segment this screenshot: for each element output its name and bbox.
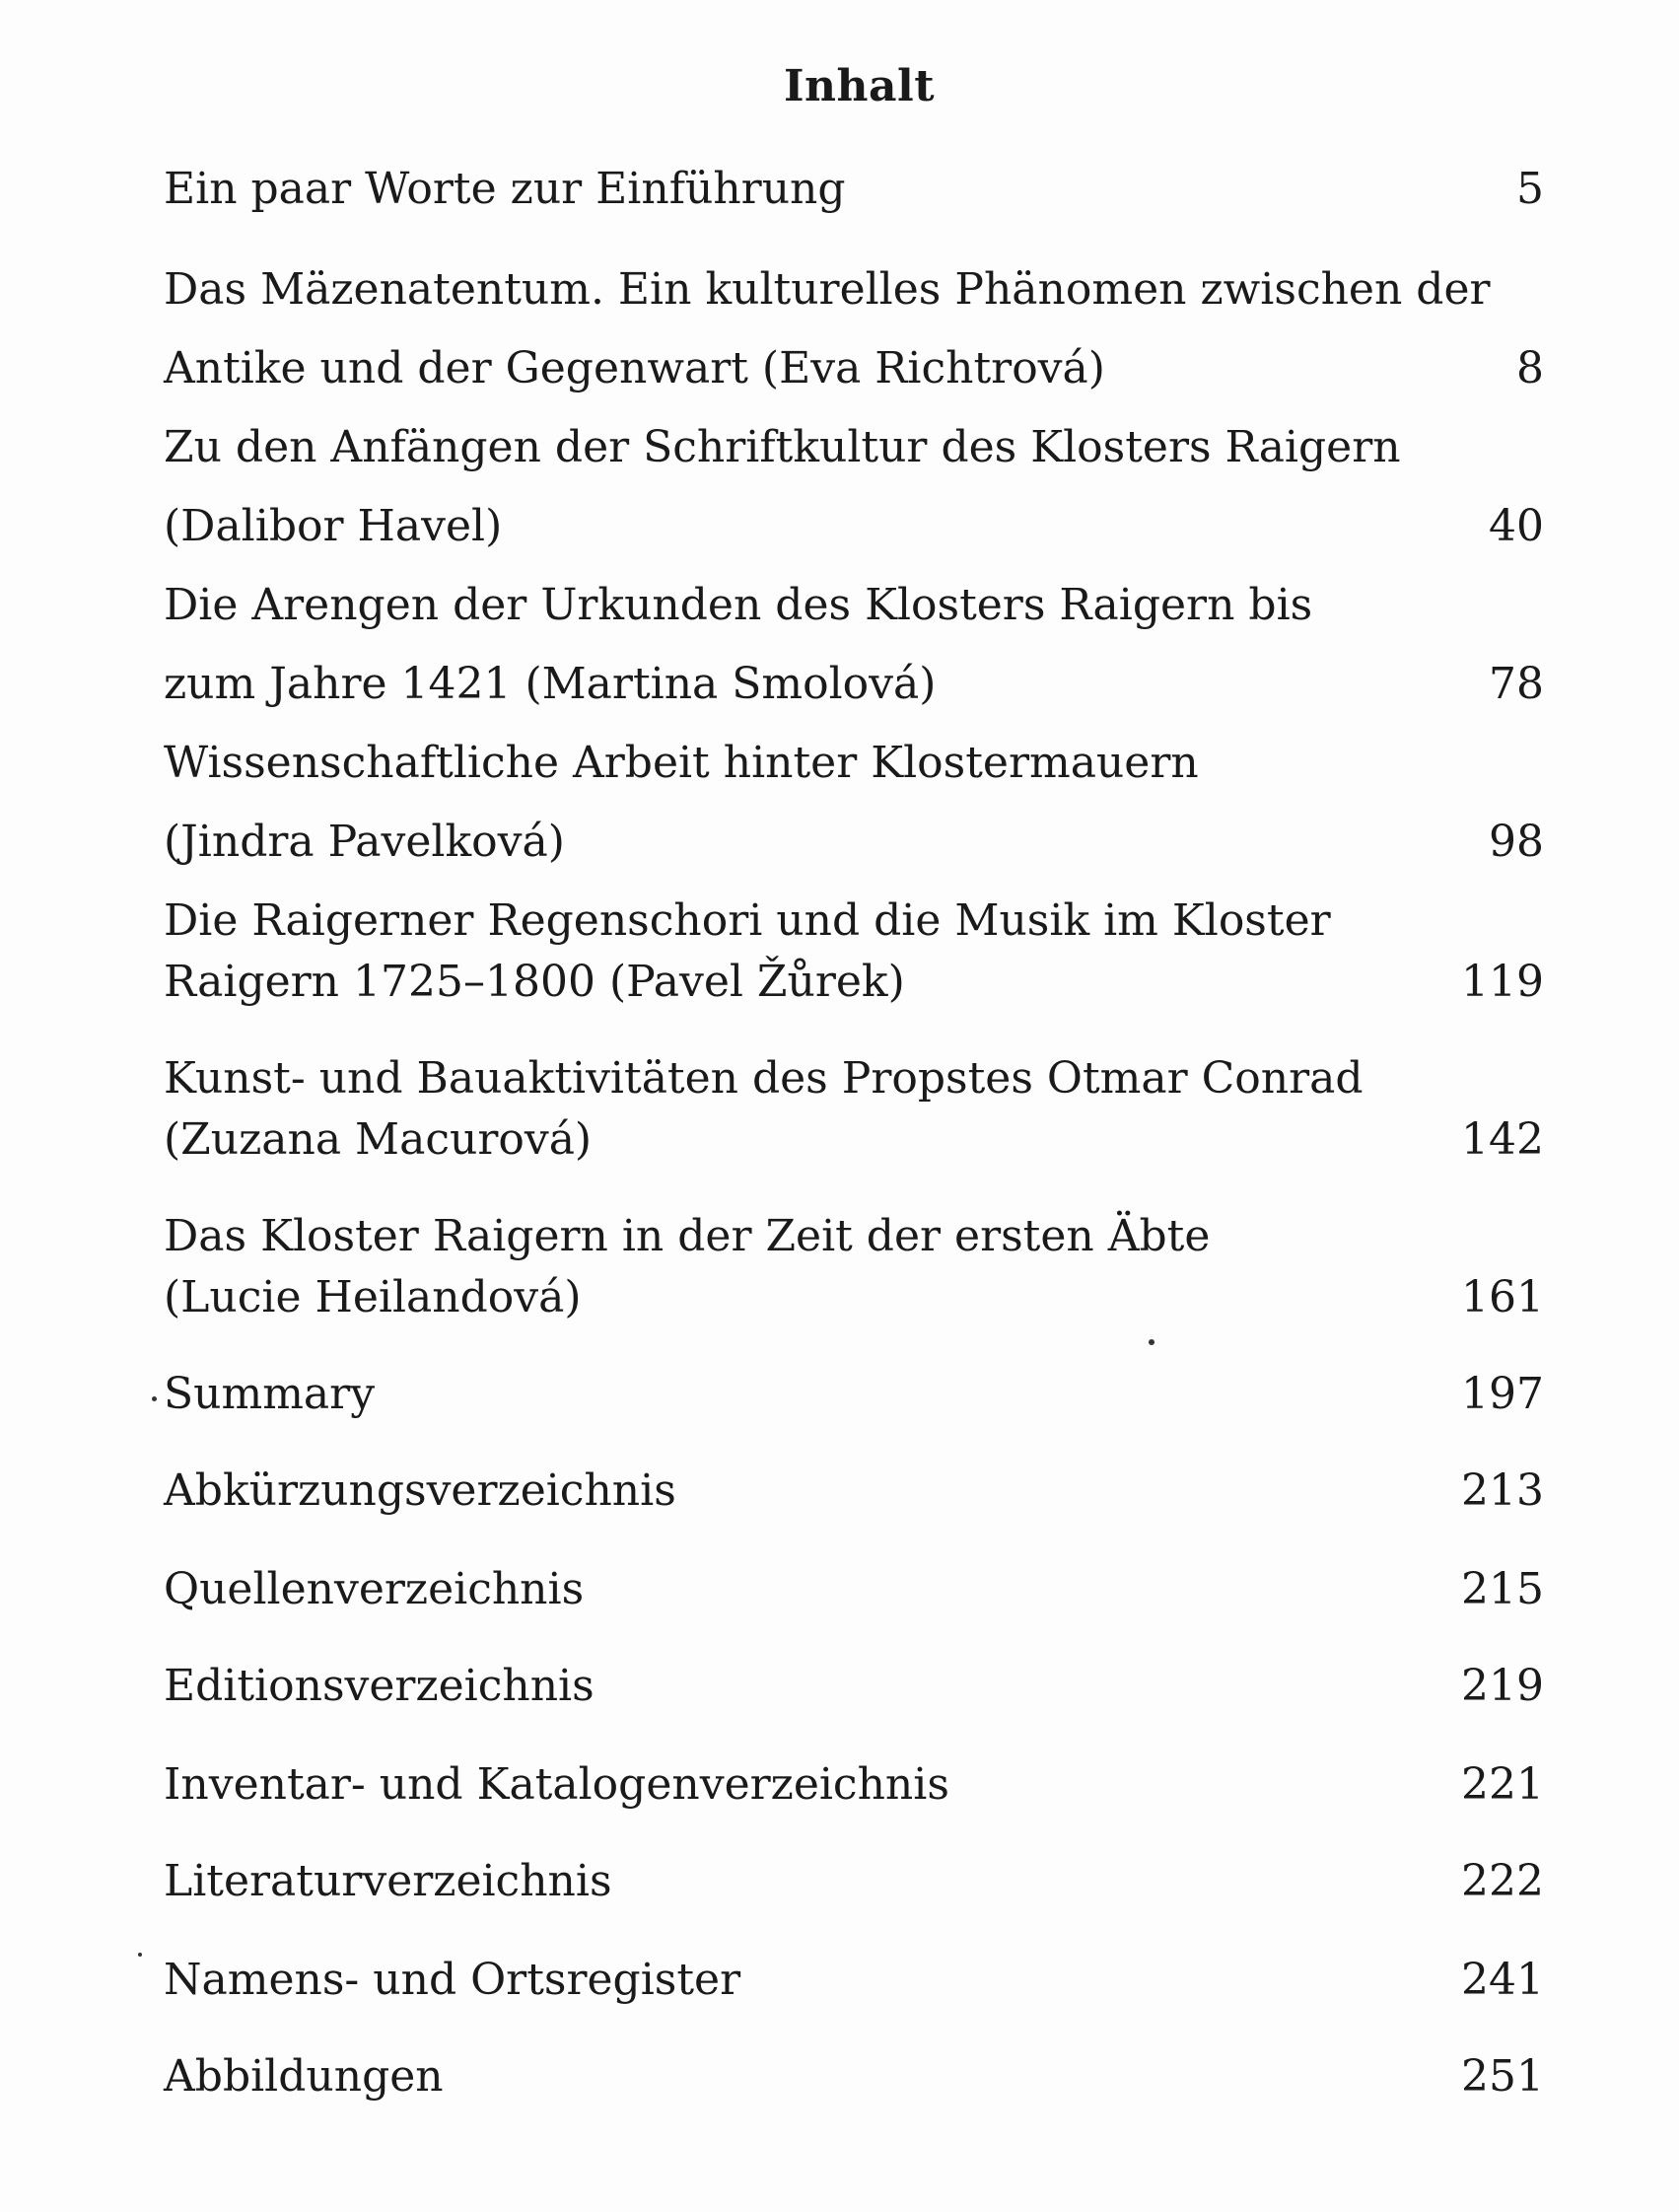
toc-entry-text: Die Raigerner Regenschori und die Musik im Kloster	[164, 895, 1331, 946]
speck-mark	[152, 1396, 157, 1401]
toc-entry-text: Editionsverzeichnis	[164, 1661, 595, 1711]
toc-entry-text: Literaturverzeichnis	[164, 1856, 612, 1906]
toc-entry-text: (Zuzana Macurová)	[164, 1114, 593, 1165]
toc-entry-text: Quellenverzeichnis	[164, 1564, 585, 1614]
toc-page-number: 78	[1489, 659, 1544, 709]
toc-entry-text: Das Kloster Raigern in der Zeit der ersten Äbte	[164, 1211, 1211, 1261]
toc-entry-text: (Lucie Heilandová)	[164, 1272, 582, 1322]
toc-entry-text: Wissenschaftliche Arbeit hinter Klostermauern	[164, 738, 1199, 788]
speck-mark	[1149, 1339, 1154, 1345]
toc-page-number: 222	[1461, 1856, 1544, 1906]
toc-entry-text: Das Mäzenatentum. Ein kulturelles Phänomen zwischen der	[164, 264, 1491, 315]
toc-entry-text: Die Arengen der Urkunden des Klosters Raigern bis	[164, 580, 1313, 630]
toc-page-number: 197	[1461, 1369, 1544, 1419]
toc-page-number: 251	[1461, 2051, 1544, 2102]
toc-page-number: 98	[1489, 817, 1544, 867]
toc-entry-text: Namens- und Ortsregister	[164, 1955, 741, 2005]
toc-page-number: 241	[1461, 1955, 1544, 2005]
toc-entry-text: (Dalibor Havel)	[164, 501, 503, 551]
speck-mark	[138, 1953, 142, 1957]
toc-entry-text: Raigern 1725–1800 (Pavel Žůrek)	[164, 957, 905, 1007]
toc-page-number: 161	[1461, 1272, 1544, 1322]
toc-page-number: 215	[1461, 1564, 1544, 1614]
toc-page-number: 119	[1461, 957, 1544, 1007]
toc-entry-text: Kunst- und Bauaktivitäten des Propstes Otmar Conrad	[164, 1053, 1364, 1104]
toc-page-number: 213	[1461, 1465, 1544, 1516]
toc-page-number: 142	[1461, 1114, 1544, 1165]
toc-page-number: 5	[1516, 164, 1544, 214]
toc-entry-text: Zu den Anfängen der Schriftkultur des Klosters Raigern	[164, 422, 1401, 472]
toc-entry-text: Ein paar Worte zur Einführung	[164, 164, 846, 214]
toc-entry-text: Summary	[164, 1369, 376, 1419]
toc-entry-text: Antike und der Gegenwart (Eva Richtrová)	[164, 343, 1105, 393]
toc-entry-text: Inventar- und Katalogenverzeichnis	[164, 1759, 949, 1810]
toc-entry-text: Abbildungen	[164, 2051, 444, 2102]
toc-page-number: 40	[1489, 501, 1544, 551]
toc-entry-text: zum Jahre 1421 (Martina Smolová)	[164, 659, 937, 709]
toc-page-number: 8	[1516, 343, 1544, 393]
toc-page-number: 221	[1461, 1759, 1544, 1810]
toc-page-number: 219	[1461, 1661, 1544, 1711]
toc-entry-text: Abkürzungsverzeichnis	[164, 1465, 676, 1516]
page-title: Inhalt	[783, 61, 936, 111]
toc-entry-text: (Jindra Pavelková)	[164, 817, 565, 867]
